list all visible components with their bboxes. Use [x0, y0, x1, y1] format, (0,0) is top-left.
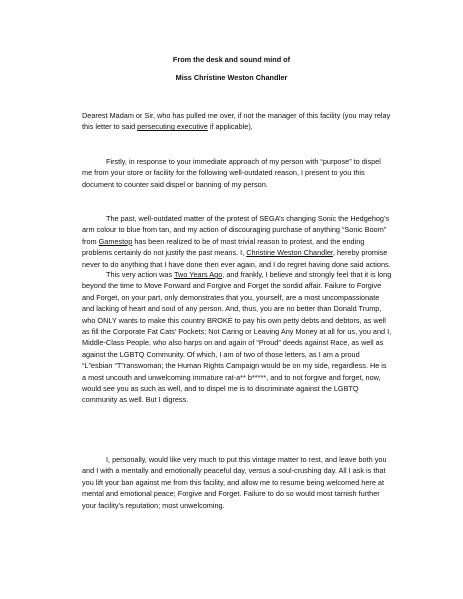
text-run: would see you as such as well, and to dispel me is to discriminate against the LGBTQ: [82, 384, 359, 394]
underlined-text: persecuting executive: [137, 122, 208, 132]
paragraph-line: [82, 303, 387, 314]
text-run: me from your store or facility for the following well-outdated reason, I present to you this: [82, 168, 365, 178]
paragraph-line: [82, 280, 387, 291]
paragraph-line: [82, 247, 387, 258]
text-run: beyond the time to Move Forward and Forgive and Forget the sordid affair. Failure to Forgive: [82, 281, 382, 291]
underlined-text: Gamestop: [98, 236, 133, 246]
paragraph-intro: [82, 156, 387, 190]
text-run: if applicable),: [207, 122, 253, 132]
letter-header-line-1: From the desk and sound mind of: [172, 55, 291, 64]
paragraph-line: [82, 121, 387, 132]
paragraph-line: [82, 500, 387, 511]
text-run: , hereby promise: [332, 248, 388, 258]
text-run: and I with a mentally and emotionally peaceful day, versus a soul-crushing day. All I ask is that: [82, 466, 386, 476]
text-run: problems certainly do not justify the past means. I,: [82, 248, 247, 258]
text-run: Firstly, in response to your immediate approach of my person with “purpose” to dispel: [106, 157, 381, 166]
paragraph-line: [82, 326, 392, 337]
paragraph-request: [82, 454, 387, 511]
paragraph-line: [82, 110, 391, 121]
paragraph-line: [82, 337, 387, 348]
text-run: this letter to said: [82, 122, 138, 132]
paragraph-line: [82, 454, 387, 465]
paragraph-line: [82, 394, 387, 405]
paragraph-line: [82, 236, 387, 247]
text-run: from: [82, 236, 99, 246]
paragraph-line: [82, 179, 387, 190]
text-run: against the LGBTQ Community. Of which, I am of two of those letters, as I am a proud: [82, 349, 360, 359]
underlined-text: Two Years Ago: [174, 270, 223, 279]
paragraph-line: [82, 465, 387, 476]
underlined-text: Christine Weston Chandler: [246, 248, 333, 258]
letter-header-name: Miss Christine Weston Chandler: [175, 73, 288, 82]
paragraph-line: [82, 360, 387, 371]
text-run: and lacking of heart and soul of any person. And, thus, you are no better than Donald Trump,: [82, 304, 382, 314]
text-run: Dearest Madam or Sir, who has pulled me over, if not the manager of this facility (you may relay: [82, 111, 391, 120]
text-run: never to do anything that I have done then ever again, and I do regret having done said actions.: [82, 259, 391, 269]
text-run: document to counter said dispel or banning of my person.: [82, 179, 268, 189]
text-run: arm colour to blue from tan, and my action of discouraging purchase of anything “Sonic Boom”: [82, 225, 387, 235]
text-run: This very action was: [106, 270, 174, 279]
paragraph-line: [82, 156, 387, 167]
paragraph-line: [82, 213, 390, 224]
paragraph-salutation: [82, 110, 391, 133]
paragraph-line: [82, 488, 387, 499]
paragraph-line: [82, 372, 387, 383]
text-run: who ONLY wants to make this country BROKE to pay his own petty debts and debtors, as well: [82, 315, 386, 325]
paragraph-line: [82, 383, 387, 394]
text-run: “L”esbian “T”ranswoman; the Human Rights Campaign would be on my side, regardless. He is: [82, 361, 387, 371]
paragraph-line: [82, 269, 392, 280]
text-run: Middle-Class People, who also harps on and again of “Proud” deeds against Race, as well as: [82, 338, 384, 348]
text-run: as fill the Corporate Fat Cats’ Pockets; Not Caring or Leaving Any Money at all for us, you and I,: [82, 327, 392, 337]
text-run: , and frankly, I believe and strongly feel that it is long: [222, 270, 392, 279]
paragraph-line: [82, 167, 387, 178]
paragraph-past-matter: [82, 213, 391, 270]
text-run: you lift your ban against me from this facility, and allow me to resume being welcomed here at: [82, 477, 385, 487]
paragraph-line: [82, 224, 387, 235]
paragraph-line: [82, 315, 387, 326]
paragraph-forgive-and-forget: [82, 269, 392, 406]
text-run: community as well. But I digress.: [82, 395, 189, 405]
paragraph-line: [82, 292, 387, 303]
text-run: has been realized to be of most trivial reason to protest, and the ending: [132, 236, 365, 246]
text-run: I, personally, would like very much to put this vintage matter to rest, and leave both you: [106, 455, 387, 464]
text-run: your facility’s reputation; most unwelcoming.: [82, 500, 225, 510]
paragraph-line: [82, 477, 387, 488]
text-run: mental and emotional peace; Forgive and Forget. Failure to do so would most tarnish further: [82, 489, 380, 499]
text-run: The past, well-outdated matter of the protest of SEGA’s changing Sonic the Hedgehog’s: [106, 214, 390, 223]
text-run: a most uncouth and unwelcoming immature rat-a** b*****, and to not forgive and forget, now,: [82, 372, 381, 382]
paragraph-line: [82, 349, 387, 360]
text-run: and Forget, on your part, only demonstrates that you, yourself, are a most uncompassionate: [82, 292, 380, 302]
